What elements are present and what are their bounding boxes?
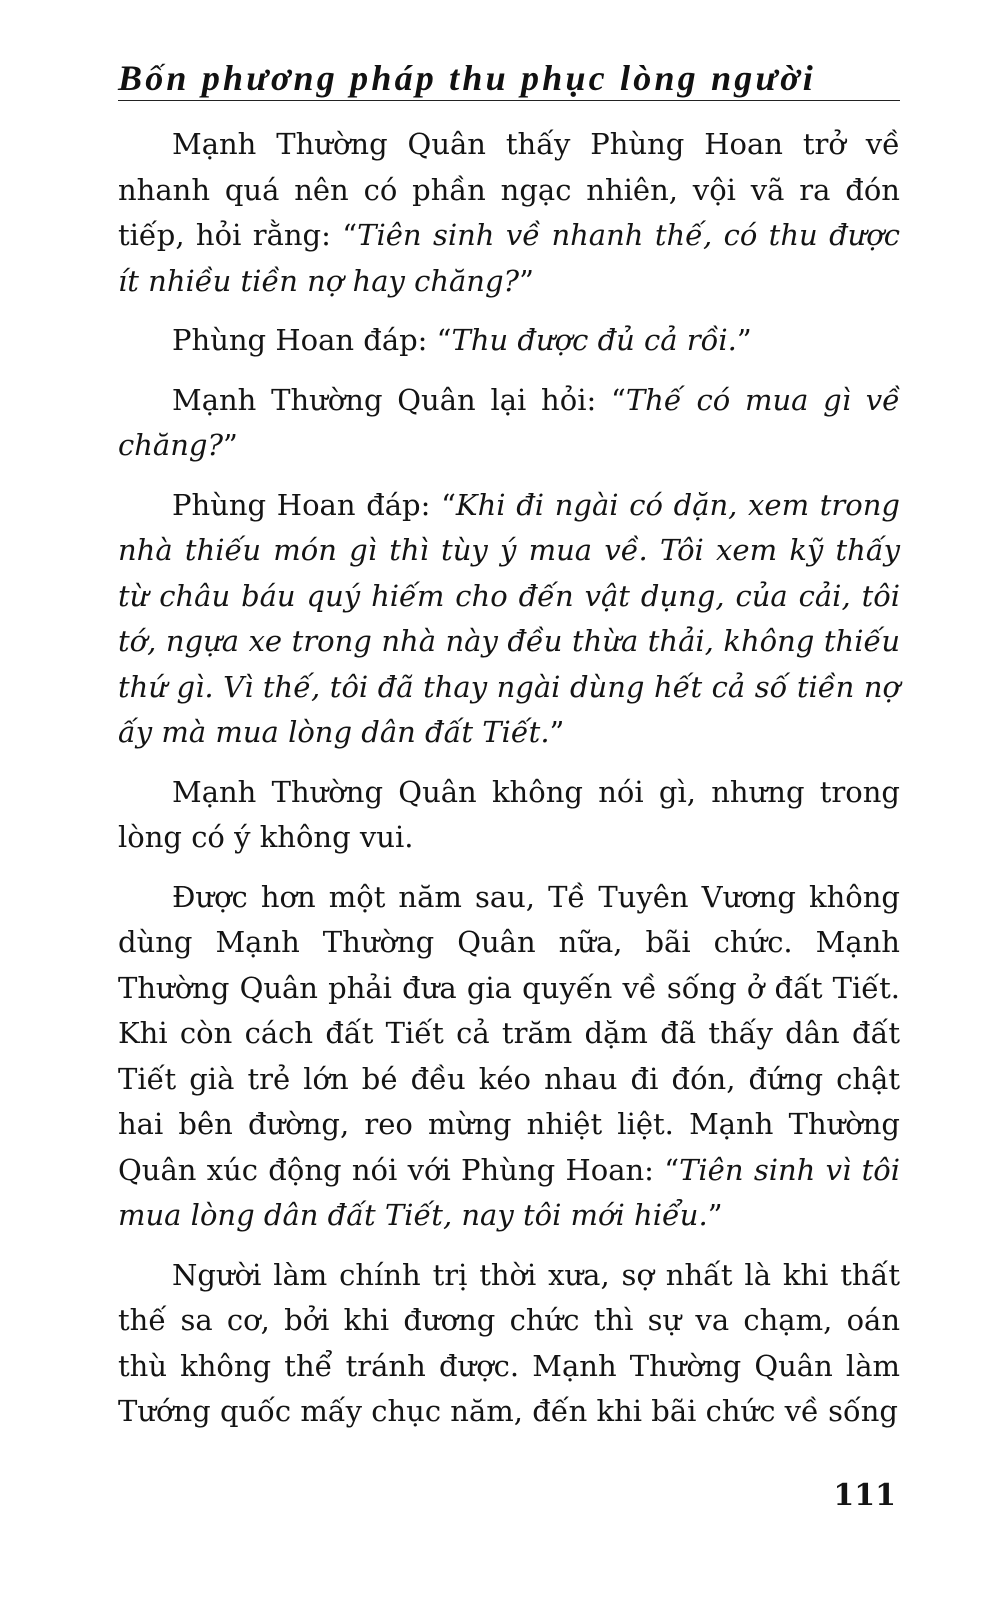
page-number: 111 bbox=[833, 1478, 896, 1513]
dialogue-text: Thế có mua gì về chăng? bbox=[118, 382, 901, 462]
text-run: ” bbox=[707, 1198, 723, 1232]
text-run: Phùng Hoan đáp: “ bbox=[172, 323, 452, 357]
text-run: ” bbox=[549, 715, 565, 749]
text-run: Mạnh Thường Quân thấy Phùng Hoan trở về nhanh quá nên có phần ngạc nhiên, vội vã ra đón tiếp, hỏi rằng: “ bbox=[118, 127, 900, 252]
text-run: Được hơn một năm sau, Tề Tuyên Vương không dùng Mạnh Thường Quân nữa, bãi chức. Mạnh Thường Quân phải đưa gia quyến về sống ở đất Tiết. Khi còn cách đất Tiết cả trăm dặm đã thấy dân đất Tiết già trẻ lớn bé đều kéo nhau đi đón, đứng chật hai bên đường, reo mừng nhiệt liệt. Mạnh Thường Quân xúc động nói với Phùng Hoan: “ bbox=[118, 879, 900, 1187]
dialogue-text: Khi đi ngài có dặn, xem trong nhà thiếu món gì thì tùy ý mua về. Tôi xem kỹ thấy từ châu báu quý hiếm cho đến vật dụng, của cải, tôi tớ, ngựa xe trong nhà này đều thừa thải, không thiếu thứ gì. Vì thế, tôi đã thay ngài dùng hết cả số tiền nợ ấy mà mua lòng dân đất Tiết. bbox=[118, 487, 900, 749]
running-header-title: Bốn phương pháp thu phục lòng người bbox=[118, 56, 900, 101]
paragraph bbox=[118, 483, 900, 756]
text-run: Mạnh Thường Quân không nói gì, nhưng trong lòng có ý không vui. bbox=[118, 774, 900, 854]
body-text bbox=[118, 122, 900, 1449]
book-page bbox=[118, 0, 900, 1600]
text-run: ” bbox=[519, 263, 534, 298]
dialogue-text: Tiên sinh về nhanh thế, có thu được ít nhiều tiền nợ hay chăng? bbox=[118, 218, 901, 298]
dialogue-text: Thu được đủ cả rồi. bbox=[451, 323, 737, 357]
text-run: ” bbox=[223, 428, 238, 462]
paragraph bbox=[118, 122, 900, 304]
dialogue-text: Tiên sinh vì tôi mua lòng dân đất Tiết, nay tôi mới hiểu. bbox=[118, 1152, 900, 1232]
paragraph bbox=[118, 318, 900, 364]
text-run: Phùng Hoan đáp: “ bbox=[172, 487, 456, 522]
text-run: Mạnh Thường Quân lại hỏi: “ bbox=[172, 382, 626, 417]
paragraph bbox=[118, 378, 900, 469]
paragraph bbox=[118, 875, 900, 1239]
text-run: ” bbox=[736, 323, 752, 357]
paragraph bbox=[118, 770, 900, 861]
text-run: Người làm chính trị thời xưa, sợ nhất là khi thất thế sa cơ, bởi khi đương chức thì sự va chạm, oán thù không thể tránh được. Mạnh Thường Quân làm Tướng quốc mấy chục năm, đến khi bãi chức về sống bbox=[118, 1257, 900, 1428]
paragraph bbox=[118, 1253, 900, 1435]
